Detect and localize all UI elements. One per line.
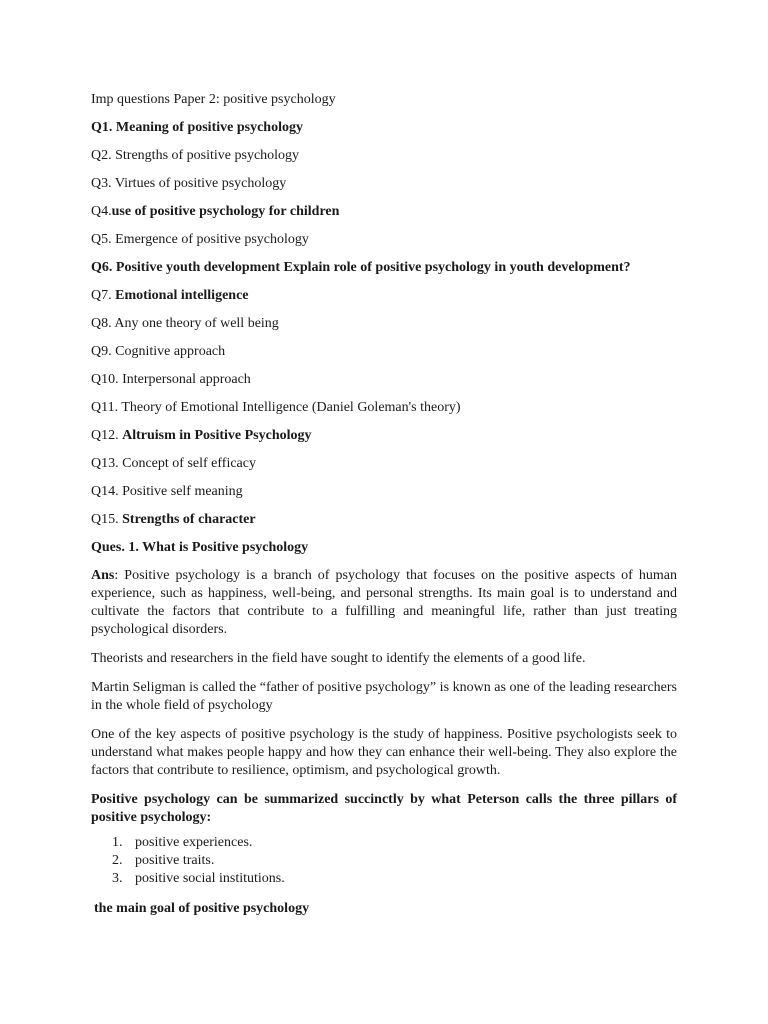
question-text: Meaning of positive psychology (115, 120, 303, 135)
question-number: Q2. (91, 148, 116, 163)
question-text: Cognitive approach (115, 344, 226, 359)
list-item-text: positive social institutions. (135, 871, 285, 886)
paragraph-good-life: Theorists and researchers in the field have sought to identify the elements of a good life. (91, 651, 586, 666)
question-item (91, 287, 677, 305)
question-number: Q1. (91, 120, 116, 135)
question-item (91, 231, 677, 249)
question-item (91, 399, 677, 417)
question-number: Q7. (91, 288, 116, 303)
question-item (91, 259, 677, 277)
question-text: Strengths of character (122, 512, 256, 527)
list-item (112, 852, 677, 870)
answer-text: : Positive psychology is a branch of psychology that focuses on the positive aspects of human experience, such as happiness, well-being, and personal strengths. Its main goal is to understand and cultivate the factors that contribute to a fulfilling and meaningful life, rather than just treating psychological disorders. (91, 568, 677, 637)
question-text: Positive youth development Explain role of positive psychology in youth development? (115, 260, 631, 275)
question-number: Q11. (91, 400, 122, 415)
question-item (91, 119, 677, 137)
question-item (91, 455, 677, 473)
list-item (112, 834, 677, 852)
question-item (91, 203, 677, 221)
list-item (112, 870, 677, 888)
question-text: Strengths of positive psychology (115, 148, 300, 163)
list-item-text: positive experiences. (135, 835, 253, 850)
question-number: Q14. (91, 484, 123, 499)
question-item (91, 371, 677, 389)
question-number: Q9. (91, 344, 116, 359)
question-text: Any one theory of well being (114, 316, 279, 331)
answer-heading: Ques. 1. What is Positive psychology (91, 540, 309, 555)
question-number: Q8. (91, 316, 115, 331)
document-title: Imp questions Paper 2: positive psychology (91, 92, 336, 107)
question-item (91, 511, 677, 529)
question-item (91, 427, 677, 445)
list-item-number: 3. (112, 871, 123, 886)
question-number: Q13. (91, 456, 123, 471)
list-item-number: 2. (112, 853, 123, 868)
question-number: Q15. (91, 512, 123, 527)
question-number: Q3. (91, 176, 115, 191)
answer-paragraph (91, 567, 677, 639)
paragraph-seligman: Martin Seligman is called the “father of positive psychology” is known as one of the leading researchers in the whole field of psychology (91, 680, 677, 713)
question-text: Altruism in Positive Psychology (122, 428, 312, 443)
question-item (91, 147, 677, 165)
document-content (91, 91, 677, 928)
question-text: Theory of Emotional Intelligence (Daniel Goleman's theory) (121, 400, 461, 415)
question-text: Positive self meaning (122, 484, 243, 499)
list-item-text: positive traits. (135, 853, 215, 868)
list-item-number: 1. (112, 835, 123, 850)
question-list (91, 119, 677, 529)
question-item (91, 315, 677, 333)
question-text: use of positive psychology for children (111, 204, 340, 219)
paragraph-happiness: One of the key aspects of positive psychology is the study of happiness. Positive psychologists seek to understand what makes people happy and how they can enhance their well-being. They also explore the factors that contribute to resilience, optimism, and psychological growth. (91, 727, 677, 778)
question-number: Q12. (91, 428, 123, 443)
question-number: Q6. (91, 260, 116, 275)
pillars-list (91, 834, 677, 888)
question-text: Emergence of positive psychology (115, 232, 309, 247)
question-text: Concept of self efficacy (122, 456, 256, 471)
question-text: Interpersonal approach (122, 372, 251, 387)
question-text: Emotional intelligence (115, 288, 249, 303)
question-number: Q4. (91, 204, 112, 219)
question-number: Q10. (91, 372, 123, 387)
question-item (91, 343, 677, 361)
pillars-intro: Positive psychology can be summarized succinctly by what Peterson calls the three pillars of positive psychology: (91, 792, 677, 825)
answer-label: Ans (91, 568, 115, 583)
question-item (91, 483, 677, 501)
question-text: Virtues of positive psychology (114, 176, 287, 191)
question-number: Q5. (91, 232, 116, 247)
question-item (91, 175, 677, 193)
closing-heading: the main goal of positive psychology (94, 901, 310, 916)
